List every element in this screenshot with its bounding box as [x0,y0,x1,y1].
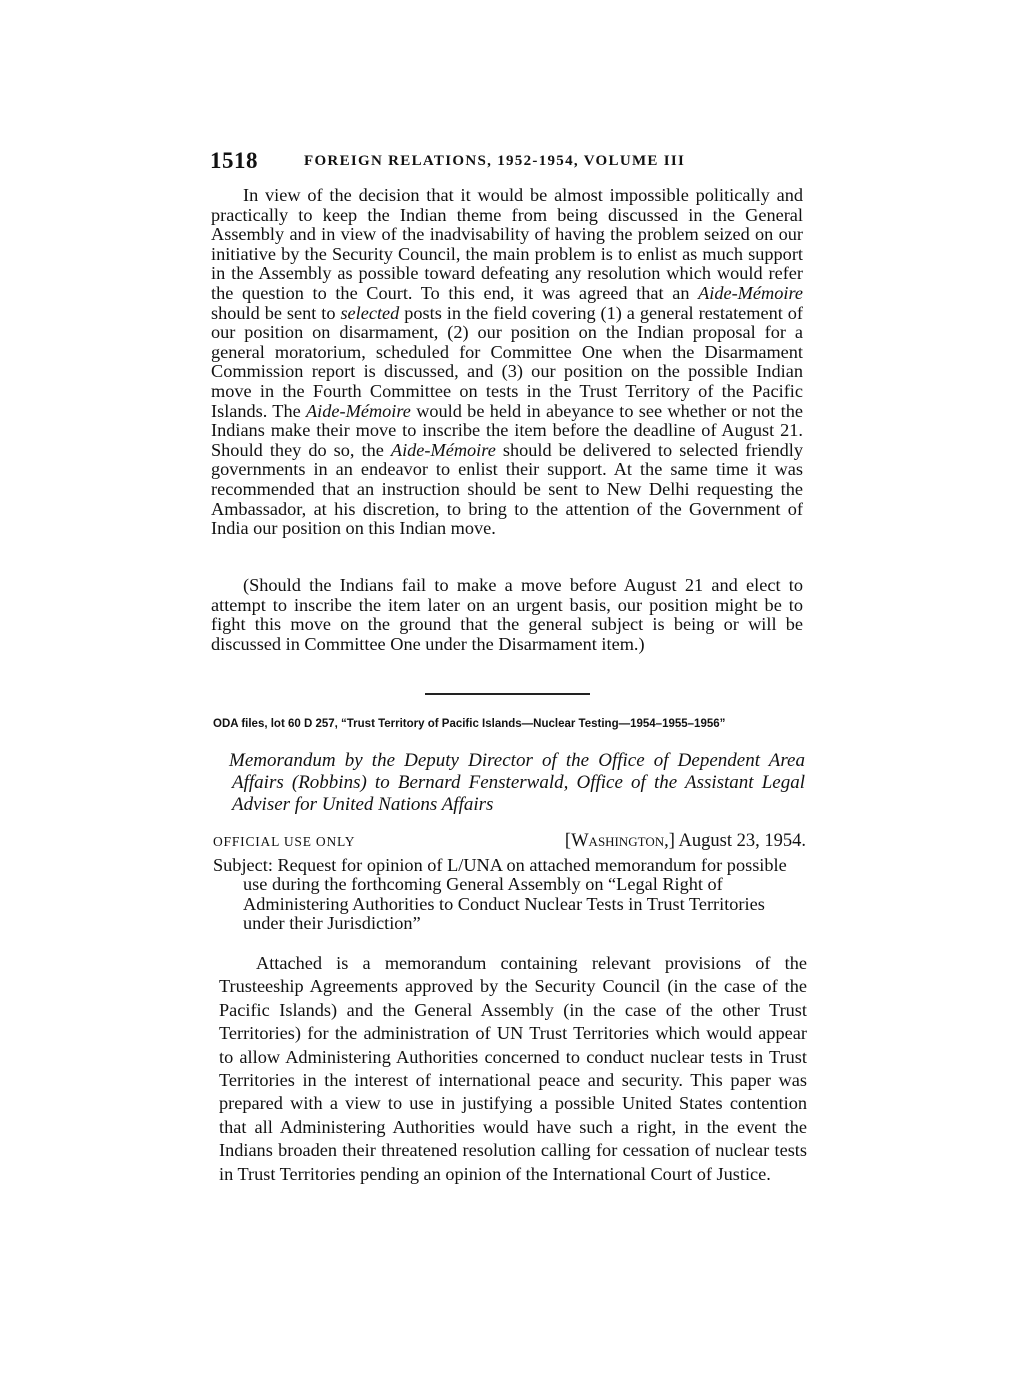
dateline-date: ,] August 23, 1954. [664,831,806,851]
dateline-place: Washington [571,831,665,851]
paragraph-parenthetical: (Should the Indians fail to make a move before August 21 and elect to attempt to inscribe the item later on an urgent basis, our position might be to fight this move on the ground that the general subject is being or will be discussed in Committee One under the Disarmament item.) [211,575,803,654]
document-title: Memorandum by the Deputy Director of the Office of Dependent Area Affairs (Robbins) to Bernard Fensterwald, Office of the Assistant Legal Adviser for United Nations Affairs [229,750,805,815]
subject-line [213,856,805,934]
memorandum-body: Attached is a memorandum containing relevant provisions of the Trusteeship Agreements approved by the Security Council (in the case of the Pacific Islands) and the General Assembly (in the case of the other Trust Territories) for the administration of UN Trust Territories which would appear to allow Administering Authorities concerned to conduct nuclear tests in Trust Territories in the interest of international peace and security. This paper was prepared with a view to use in justifying a possible United States contention that all Administering Authorities would have such a right, in the event the Indians broaden their threatened resolution calling for cessation of nuclear tests in Trust Territories pending an opinion of the International Court of Justice. [219,953,807,1184]
dateline-bracket: [ [564,831,572,851]
section-divider [425,693,590,695]
source-note: ODA files, lot 60 D 257, “Trust Territory of Pacific Islands—Nuclear Testing—1954–1955–1956” [213,718,726,730]
italic-term: Aide-Mémoire [306,400,411,421]
paragraph-text: should be delivered to selected friendly governments in an endeavor to enlist their support. At the same time it was recommended that an instruction should be sent to New Delhi requesting the Ambassador, at his discretion, to bring to the attention of the Government of India our position on this Indian move. [211,439,804,539]
running-head: FOREIGN RELATIONS, 1952-1954, VOLUME III [304,153,686,169]
italic-term: selected [340,302,400,323]
paragraph-text: posts in the field covering (1) a general restatement of our position on disarmament, (2) our position on the Indian proposal for a general moratorium, scheduled for Committee One when the Disarmament Commission report is discussed, and (3) our position on the possible Indian move in the Fourth Committee on tests in the Trust Territory of the Pacific Islands. The [211,302,803,421]
dateline [565,831,806,852]
paragraph-text: should be sent to [211,302,341,323]
paragraph-text: would be held in abeyance to see whether or not the Indians make their move to inscribe the item before the deadline of August 21. Should they do so, the [211,400,804,460]
subject-text: Request for opinion of L/UNA on attached memorandum for possible use during the forthcoming General Assembly on “Legal Right of Administering Authorities to Conduct Nuclear Tests in Trust Territories under their Jurisdiction” [243,855,787,934]
paragraph-text: In view of the decision that it would be almost impossible politically and practically to keep the Indian theme from being discussed in the General Assembly and in view of the inadvisability of having the problem seized on our initiative by the Security Council, the main problem is to enlist as much support in the Assembly as possible toward defeating any resolution which would refer the question to the Court. To this end, it was agreed that an [211,185,803,303]
classification-label: OFFICIAL USE ONLY [213,834,356,849]
italic-term: Aide-Mémoire [390,439,496,460]
subject-label: Subject: [213,855,273,875]
page-number: 1518 [210,148,258,173]
page-header [210,148,810,178]
paragraph-aide-memoire [211,186,803,539]
italic-term: Aide-Mémoire [698,282,803,303]
